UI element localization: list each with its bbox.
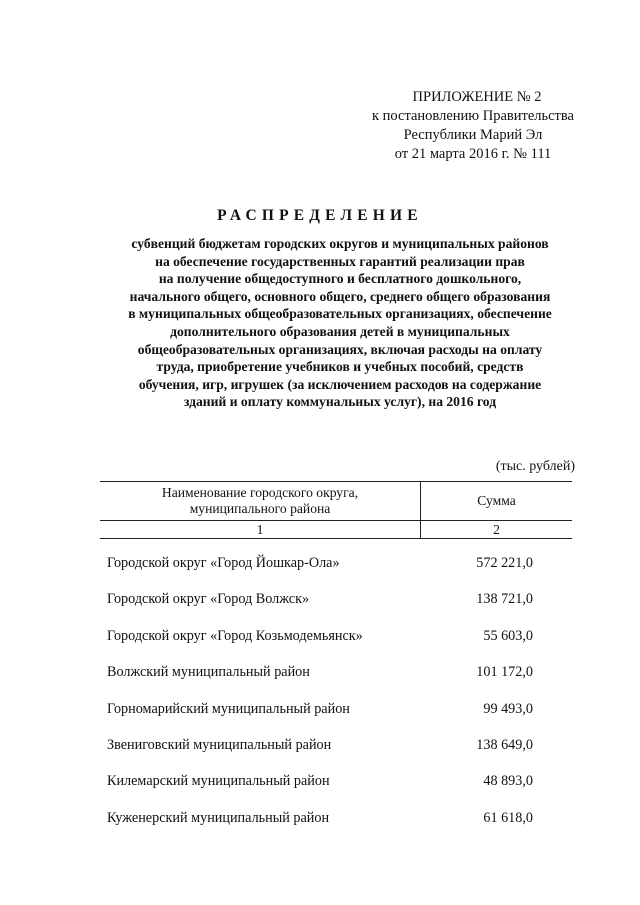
district-amount: 61 618,0	[483, 809, 533, 826]
district-name: Звениговский муниципальный район	[107, 736, 332, 753]
appendix-block	[348, 88, 598, 164]
district-amount: 101 172,0	[476, 664, 533, 681]
table-header	[100, 481, 572, 539]
subtitle-line: на получение общедоступного и бесплатного дошкольного,	[158, 271, 522, 287]
district-name: Волжский муниципальный район	[107, 664, 310, 681]
district-amount: 48 893,0	[483, 773, 533, 790]
district-amount: 138 649,0	[476, 736, 533, 753]
subtitle-line: начального общего, основного общего, среднего общего образования	[129, 288, 551, 304]
appendix-republic: Республики Марий Эл	[403, 127, 543, 143]
column-number-2: 2	[493, 522, 500, 537]
header-name-line-2: муниципального района	[189, 501, 331, 516]
subtitle-line: субвенций бюджетам городских округов и муниципальных районов	[131, 236, 549, 251]
column-number-row	[100, 520, 572, 538]
header-sum-cell: Сумма	[477, 493, 516, 508]
district-amount: 138 721,0	[476, 591, 533, 608]
appendix-date: от 21 марта 2016 г. № 111	[394, 146, 552, 162]
district-name: Горномарийский муниципальный район	[107, 700, 350, 717]
district-amount: 99 493,0	[483, 700, 533, 717]
document-title: РАСПРЕДЕЛЕНИЕ	[217, 207, 423, 224]
appendix-number: ПРИЛОЖЕНИЕ № 2	[412, 89, 542, 105]
district-name: Килемарский муниципальный район	[107, 773, 330, 790]
table-row	[107, 771, 547, 807]
subtitle-line: обучения, игр, игрушек (за исключением расходов на содержание	[138, 376, 542, 392]
district-name: Городской округ «Город Козьмодемьянск»	[107, 627, 363, 644]
district-name: Городской округ «Город Волжск»	[107, 591, 310, 608]
district-amount: 572 221,0	[476, 555, 533, 571]
subtitle-line: зданий и оплату коммунальных услуг), на 2016 год	[183, 394, 497, 410]
table-row	[107, 808, 547, 844]
table-row	[107, 553, 547, 589]
table-row	[107, 735, 547, 771]
subtitle-line: труда, приобретение учебников и учебных пособий, средств	[156, 359, 524, 375]
units-label: (тыс. рублей)	[495, 459, 575, 474]
district-name: Куженерский муниципальный район	[107, 809, 330, 826]
subtitle-line: в муниципальных общеобразовательных организациях, обеспечение	[128, 306, 552, 322]
table-body	[107, 553, 547, 844]
header-row	[100, 482, 572, 520]
subtitle-line: на обеспечение государственных гарантий реализации прав	[155, 253, 525, 269]
subtitle-line: общеобразовательных организациях, включая расходы на оплату	[137, 341, 543, 357]
subtitle-line: дополнительного образования детей в муниципальных	[170, 323, 510, 339]
column-number-1: 1	[100, 521, 421, 538]
header-name-line-1: Наименование городского округа,	[161, 485, 359, 500]
table-row	[107, 662, 547, 698]
district-amount: 55 603,0	[483, 627, 533, 644]
document-subtitle	[90, 235, 590, 411]
table-row	[107, 699, 547, 735]
appendix-reference: к постановлению Правительства	[372, 108, 574, 124]
district-name: Городской округ «Город Йошкар-Ола»	[107, 555, 340, 571]
header-name-cell	[100, 482, 421, 520]
table-row	[107, 589, 547, 625]
table-row	[107, 626, 547, 662]
